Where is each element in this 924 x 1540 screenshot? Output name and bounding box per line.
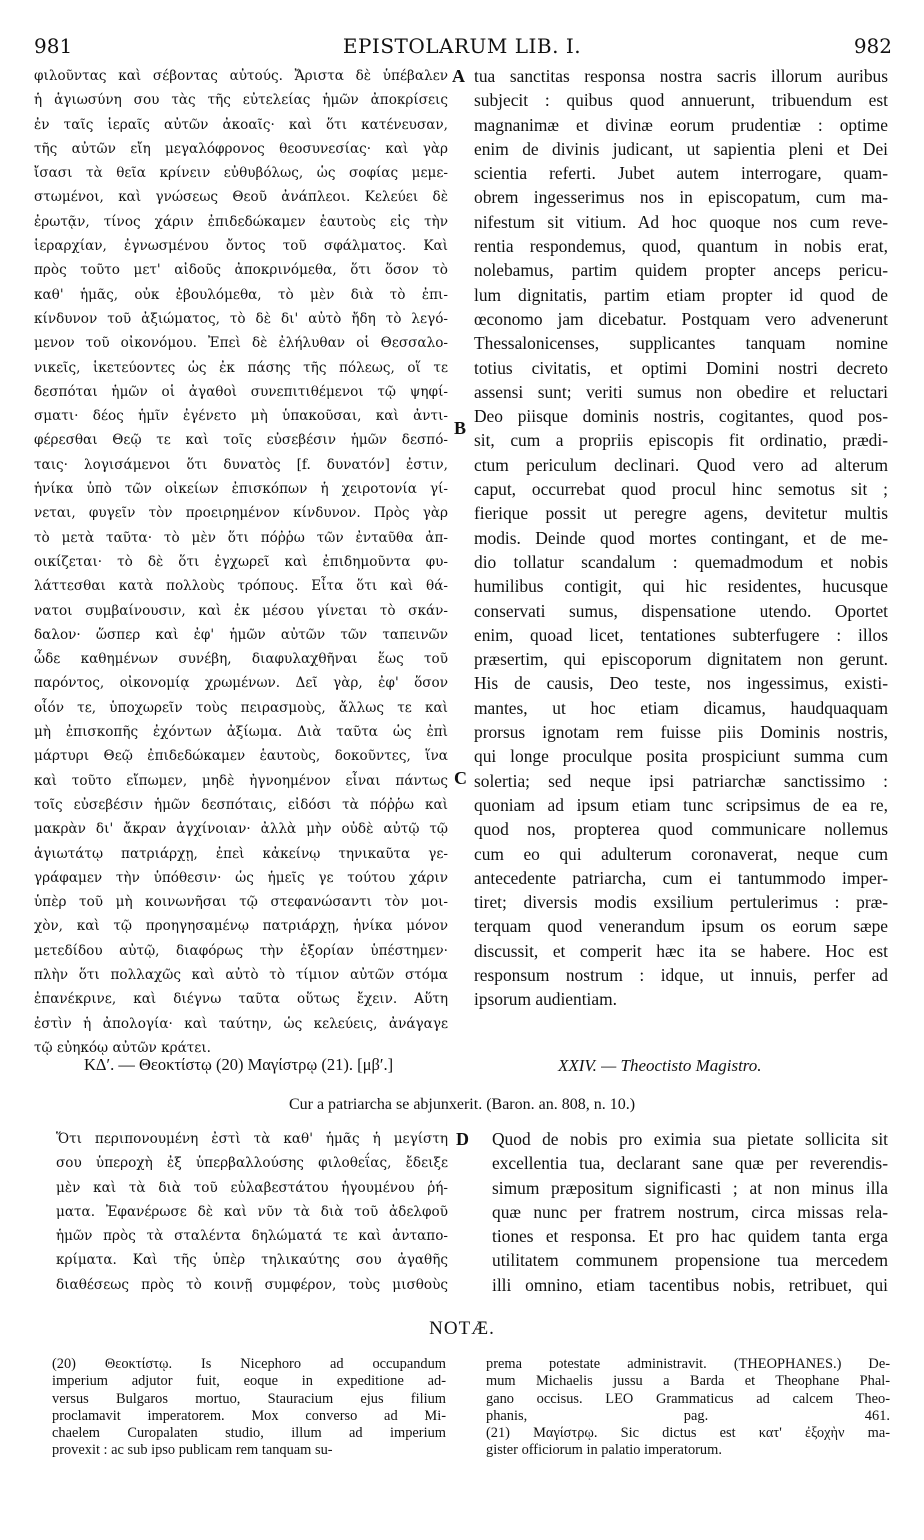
text-line: Deo piisque dominis nostris, cogitantes, quod pos- xyxy=(474,406,888,427)
text-line: νατοι συμβαίνουσιν, καὶ ἐκ μέσου γίνεται τὸ σκάν- xyxy=(34,602,448,619)
text-line: μακρὰν δι' ἄκραν ἀγχίνοιαν· ἀλλὰ μὴν οὐδὲ αὐτῷ τῷ xyxy=(34,821,448,838)
text-line: caput, occurrebat quod procul hinc semotus sit ; xyxy=(474,479,888,500)
page-number-left: 981 xyxy=(34,34,73,58)
text-line: fierique possit ut peregre agens, devitetur multis xyxy=(474,503,888,524)
text-line: μάρτυρι Θεῷ ἐπιδεδώκαμεν ἑαυτοὺς, δοκοῦντες, ἵνα xyxy=(34,748,448,765)
letter-heading-latin: XXIV. — Theoctisto Magistro. xyxy=(558,1056,762,1075)
latin-column-epistle-24 xyxy=(492,1127,888,1297)
text-line: μὲν καὶ τὰ διὰ τοῦ εὐλαβεστάτου ἡγουμένου ῥή- xyxy=(56,1179,448,1196)
text-line: μὴ ἐπισκοπῆς ἐχόντων ἀξίωμα. Διὰ ταῦτα ὡς ἐπὶ xyxy=(34,724,448,741)
text-line: ἴσασι τὰ θεῖα κρίνειν εὐθυβόλως, ὡς σοφίας μεμε- xyxy=(34,165,448,182)
text-line: ἐστὶν ἡ ἀπολογία· καὶ ταύτην, ὡς κελεύεις, ἀνάγαγε xyxy=(34,1015,448,1032)
text-line: γράφαμεν τὴν ὑπόθεσιν· ὡς ἡμεῖς γε τούτου χάριν xyxy=(34,869,448,886)
text-line: imperium adjutor fuit, eoque in expeditione ad- xyxy=(52,1373,446,1390)
page-number-right: 982 xyxy=(853,34,892,58)
margin-letter-b: B xyxy=(454,418,467,438)
text-line: versus Bulgaros mortuo, Stauracium ejus filium xyxy=(52,1390,446,1407)
text-line: νικεῖς, ἱκετεύοντες ὡς ἐκ πάσης τῆς πόλεως, οἵ τε xyxy=(34,359,448,376)
text-line: ἐρωτᾷν, τίνος χάριν ἐπιδεδώκαμεν ἑαυτοὺς εἰς τὴν xyxy=(34,213,448,230)
text-line: utilitatem communem propensione tua mercedem xyxy=(492,1250,888,1271)
notes-right-column xyxy=(486,1356,890,1460)
notes-title: NOTÆ. xyxy=(429,1318,495,1339)
text-line: πρὸς τοῦτο μετ' αἰδοῦς ἀποκρινόμεθα, ὅτι ὅσον τὸ xyxy=(34,262,448,279)
text-line: ἡνίκα ὑπὸ τῶν οἰκείων ἐπισκόπων ἡ χειροτονία γί- xyxy=(34,481,448,498)
text-line: totius civitatis, et optimi Domini nostri decreto xyxy=(474,357,888,378)
text-line: οἷόν τε, ὑποχωρεῖν τοὺς πειρασμοὺς, ἄλλως τε καὶ xyxy=(34,699,448,716)
letter-heading-greek: ΚΔʹ. — Θεοκτίστῳ (20) Μαγίστρῳ (21). [μβʹ.] xyxy=(84,1055,394,1074)
text-line: His de causis, Deo teste, nos ingessimus, existi- xyxy=(474,673,888,694)
text-line: simum præpositum significasti ; at non minus illa xyxy=(492,1177,888,1198)
text-line: τὸ μετὰ ταῦτα· τὸ μὲν ὅτι πόῤῥω τῶν ἐνταῦθα ἀπ- xyxy=(34,529,448,546)
text-line: ὑπὲρ τοῦ μὴ κοινωνῆσαι τῷ στεφανώσαντι τὸν μοι- xyxy=(34,894,448,911)
text-line: Thessalonicenses, supplicantes tanquam nomine xyxy=(474,333,888,354)
text-line: φιλοῦντας καὶ σέβοντας αὐτούς. Ἄριστα δὲ ὑπέβαλεν xyxy=(34,68,448,84)
text-line: quæ nunc per fratrem nostrum, circa missas rela- xyxy=(492,1201,888,1222)
text-line: μενον τοῦ οἰκονόμου. Ἐπεὶ δὲ ἐλήλυθαν οἱ Θεσσαλο- xyxy=(34,335,448,352)
text-line: παρόντος, οἰκονομίᾳ χρωμένων. Δεῖ γὰρ, ἐφ' ὅσον xyxy=(34,675,448,692)
text-line: ctum periculum declinari. Quod vero ad alterum xyxy=(474,454,888,475)
text-line: illi omnino, etiam tacentibus nobis, retribuet, qui xyxy=(492,1274,888,1295)
text-line: obrem ingesserimus nos in episcopatum, cum ma- xyxy=(474,187,888,208)
text-line: ἐπανέκρινε, καὶ διέγνω ταῦτα οὕτως ἔχειν. Αὕτη xyxy=(34,991,448,1008)
text-line: modis. Deinde quod mortes contingant, et de me- xyxy=(474,527,888,548)
text-line: στωμένοι, καὶ γνώσεως Θεοῦ ἀνάπλεοι. Κελεύει δὲ xyxy=(34,189,448,206)
text-line: καὶ τοῦτο εἴπωμεν, μηδὲ ἠγνοημένον εἶναι πάντως xyxy=(34,772,448,789)
text-line: σου ὑπεροχὴ ἐξ ὑπερβαλλούσης φιλοθεΐας, ἔδειξε xyxy=(56,1155,448,1172)
text-line: quoniam ad ipsum etiam tunc scripsimus de ea re, xyxy=(474,794,888,815)
text-line: χὸν, καὶ τῷ προηγησαμένῳ πατριάρχῃ, ἡνίκα μόνον xyxy=(34,918,448,935)
text-line: κρίματα. Καὶ τῆς ὑπὲρ τηλικαύτης σου ἀγαθῆς xyxy=(56,1252,448,1269)
text-line: ταις· λογισάμενοι ὅτι δυνατὸς [f. δυνατόν] ἐστιν, xyxy=(34,456,448,473)
text-line: Quod de nobis pro eximia sua pietate sollicita sit xyxy=(492,1129,888,1149)
running-title: EPISTOLARUM LIB. I. xyxy=(342,34,582,58)
text-line: (21) Μαγίστρῳ. Sic dictus est κατ' ἐξοχὴν ma- xyxy=(486,1425,890,1442)
text-line: tiones et responsa. Et pro hac quidem tanta erga xyxy=(492,1226,888,1247)
text-line: subjecit : quibus quod annuerunt, tribuendum est xyxy=(474,90,888,111)
greek-column-epistle-23 xyxy=(34,64,448,1060)
text-line: καθ' ἡμᾶς, οὐκ ἐβουλόμεθα, τὸ μὲν διὰ τὸ ἐπι- xyxy=(34,286,448,303)
text-line: conservati sumus, dispensatione utendo. Oportet xyxy=(474,600,888,621)
margin-letter-a: A xyxy=(452,66,465,86)
text-line: gister officiorum in palatio imperatorum. xyxy=(486,1442,722,1459)
text-line: ἱεραρχίαν, ἐγνωσμένου ὄντος τοῦ σφάλματος. Καὶ xyxy=(34,238,448,255)
text-line: rentia respondemus, quod, quantum in nobis erat, xyxy=(474,236,888,257)
text-line: magnanimæ et divinæ eorum prudentiæ : optime xyxy=(474,114,888,135)
text-line: terquam quod venerandum ipsum os eorum sæpe xyxy=(474,916,888,937)
text-line: cum eo qui adulterum coronaverat, neque cum xyxy=(474,843,888,864)
text-line: mantes, ut hoc etiam dicamus, haudquaquam xyxy=(474,697,888,718)
text-line: humilibus contigit, qui hic residentes, hucusque xyxy=(474,576,888,597)
text-line: ἁγιωτάτῳ πατριάρχῃ, ἐπεὶ κἀκείνῳ τηνικαῦτα γε- xyxy=(34,845,448,862)
text-line: δεσπόται ἡμῶν οἱ ἀγαθοὶ συνεπιτιθέμενοι τῷ ψηφί- xyxy=(34,383,448,400)
text-line: provexit : ac sub ipso publicam rem tanquam su- xyxy=(52,1442,333,1459)
text-line: proclamavit imperatorem. Mox converso ad Mi- xyxy=(52,1407,446,1424)
text-line: gano occisus. LEO Grammaticus ad calcem Theo- xyxy=(486,1390,890,1407)
text-line: qui longe proculque posita prospiciunt summa cum xyxy=(474,746,888,767)
notes-left-column xyxy=(52,1356,446,1460)
text-line: enim, quoad licet, tentationes subterfugere : illos xyxy=(474,624,888,645)
text-line: (20) Θεοκτίστῳ. Is Nicephoro ad occupandum xyxy=(52,1356,446,1372)
text-line: prorsus ignotam rem fuisse piis Dominis nostris, xyxy=(474,722,888,743)
text-line: λάττεσθαι κατὰ πολλοὺς τρόπους. Εἶτα ὅτι καὶ θά- xyxy=(34,578,448,595)
text-line: dio tollatur scandalum : quemadmodum et nobis xyxy=(474,551,888,572)
margin-letter-d: D xyxy=(456,1129,469,1149)
latin-column-epistle-23 xyxy=(474,64,888,1012)
text-line: μετεδίδου αὐτῷ, διαφόρως τὴν ἐξορίαν ὑπέστημεν· xyxy=(34,942,448,959)
text-line: responsum nostrum : idque, ut innuis, perfer ad xyxy=(474,964,888,985)
text-line: τοῖς εὐσεβέσιν ἡμῶν δεσπόταις, εἰδόσι τὰ πόῤῥω καὶ xyxy=(34,796,448,813)
margin-letter-c: C xyxy=(454,768,467,788)
text-line: lum dignitatis, partim etiam propter id quod de xyxy=(474,284,888,305)
text-line: ὧδε καθημένων συνέβη, διαφυλαχθῆναι ἕως τοῦ xyxy=(34,651,448,668)
text-line: excellentia tua, declarant sane quæ per reverendis- xyxy=(492,1153,888,1174)
text-line: Ὅτι περιπονουμένη ἐστὶ τὰ καθ' ἡμᾶς ἡ μεγίστη xyxy=(56,1131,448,1147)
text-line: phanis, pag. 461. xyxy=(486,1407,890,1424)
text-line: scientia referti. Jubet autem interrogare, quam- xyxy=(474,163,888,184)
text-line: δαλον· ὥσπερ καὶ ἐφ' ἡμῶν αὐτῶν τῶν ταπεινῶν xyxy=(34,626,448,643)
text-line: οικίζεται· τὸ δὲ ὅτι ἐγχωρεῖ καὶ ἐπιδημοῦντα φυ- xyxy=(34,553,448,570)
text-line: œconomo jam dicebatur. Postquam vero advenerunt xyxy=(474,308,888,329)
text-line: tua sanctitas responsa nostra sacris illorum auribus xyxy=(474,66,888,86)
greek-column-epistle-24 xyxy=(56,1127,448,1297)
text-line: assensi sunt; veriti sumus non obedire et reluctari xyxy=(474,381,888,402)
text-line: antecedente patriarcha, cum ei tantummodo imper- xyxy=(474,867,888,888)
text-line: πλὴν ὅτι πολλαχῶς καὶ αὐτὸ τὸ τίμιον αὐτῶν στόμα xyxy=(34,966,448,983)
text-line: κίνδυνον τοῦ ἀξιώματος, τὸ δὲ δι' αὐτὸ ἤδη τὸ λεγό- xyxy=(34,310,448,327)
text-line: enim de divinis judicant, ut sapientia pleni et Dei xyxy=(474,138,888,159)
text-line: σματι· δέος ἡμῖν ἐγένετο μὴ ὑπακοῦσαι, καὶ ἀντι- xyxy=(34,408,448,425)
text-line: nifestum sit vitium. Ad hoc quoque nos cum reve- xyxy=(474,211,888,232)
text-line: ματα. Ἐφανέρωσε δὲ καὶ νῦν τὰ διὰ τοῦ ἀδελφοῦ xyxy=(56,1203,448,1220)
text-line: discussit, et comperit hæc ita se habere. Hoc est xyxy=(474,940,888,961)
text-line: præsertim, qui episcoporum dignitatem non gerunt. xyxy=(474,649,888,670)
text-line: τῆς αὐτῶν εἴη μεγαλόφρονος θεοσυνεσίας· καὶ γὰρ xyxy=(34,140,448,157)
text-line: tiret; diversis modis exsilium pertulerimus : præ- xyxy=(474,892,888,913)
text-line: solertia; sed neque ipsi patriarchæ sanctissimo : xyxy=(474,770,888,791)
text-line: nolebamus, partim quidem propter anceps pericu- xyxy=(474,260,888,281)
text-line: quod nos, propterea quod communicare nollemus xyxy=(474,819,888,840)
text-line: ἡμῶν πρὸς τὰ σταλέντα δηλώματά τε καὶ ἀνταπο- xyxy=(56,1228,448,1245)
text-line: prema potestate administravit. (THEOPHANES.) De- xyxy=(486,1356,890,1372)
text-line: mum Michaelis jussu a Barda et Theophane Phal- xyxy=(486,1373,890,1390)
text-line: διαθέσεως πρὸς τὸ κοινῇ συμφέρον, τοὺς μισθοὺς xyxy=(56,1276,448,1293)
letter-argument: Cur a patriarcha se abjunxerit. (Baron. an. 808, n. 10.) xyxy=(288,1096,636,1113)
text-line: ἐν ταῖς ἱεραῖς αὐτῶν ἀκοαῖς· καὶ ὅτι κατένευσαν, xyxy=(34,116,448,133)
text-line: ipsorum audientiam. xyxy=(474,989,617,1010)
text-line: chaelem Curopalaten studio, illum ad imperium xyxy=(52,1425,446,1442)
text-line: τῷ εὐηκόῳ αὐτῶν κράτει. xyxy=(34,1039,211,1056)
text-line: sit, cum a propriis episcopis fit ordinatio, prædi- xyxy=(474,430,888,451)
text-line: νεται, φυγεῖν τὸν προειρημένον κίνδυνον. Πρὸς γὰρ xyxy=(34,505,448,522)
text-line: φέρεσθαι Θεῷ τε καὶ τοῖς εὐσεβέσιν ἡμῶν δεσπό- xyxy=(34,432,448,449)
text-line: ἡ ἁγιωσύνη σου τὰς τῆς εὐτελείας ἡμῶν ἀποκρίσεις xyxy=(34,92,448,109)
